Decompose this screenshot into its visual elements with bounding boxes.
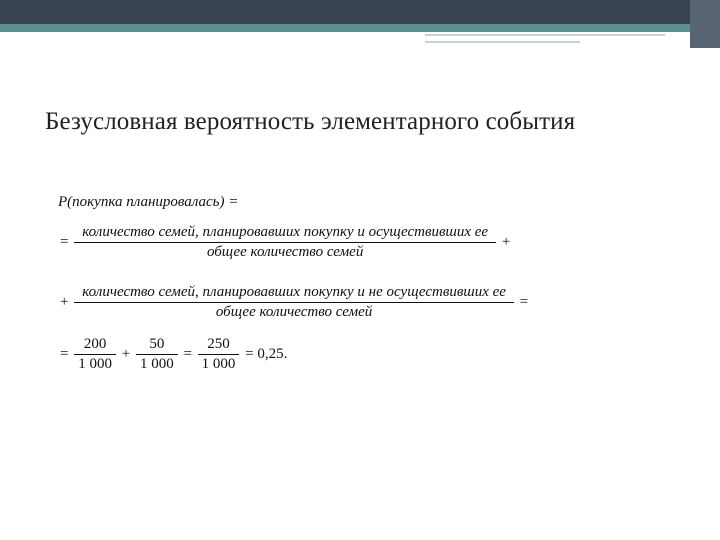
equals-sign: =: [183, 346, 192, 362]
fraction-denominator: общее количество семей: [74, 302, 514, 321]
fraction-numerator: количество семей, планировавших покупку и не осуществивших ее: [82, 284, 506, 300]
formula-line-2: [58, 224, 512, 261]
plus-sign: +: [501, 234, 511, 250]
accent-band: [0, 24, 690, 32]
fraction-denominator: общее количество семей: [74, 242, 496, 261]
formula-lhs: P(покупка планировалась) =: [58, 194, 239, 210]
fraction-numerator: 250: [207, 336, 230, 352]
equals-sign: =: [60, 234, 69, 250]
decorative-lines: [0, 32, 720, 48]
fraction-not-bought: [74, 284, 514, 321]
slide-title: Безусловная вероятность элементарного события: [45, 108, 576, 135]
formula-line-3: [58, 284, 530, 321]
fraction-50: [136, 336, 178, 373]
fraction-numerator: 50: [149, 336, 165, 352]
plus-sign: +: [121, 346, 131, 362]
fraction-numerator: 200: [83, 336, 107, 352]
fraction-bought: [74, 224, 496, 261]
fraction-numerator: количество семей, планировавших покупку и осуществивших ее: [82, 224, 489, 240]
formula-line-1: [58, 194, 238, 211]
plus-sign: +: [60, 294, 69, 310]
fraction-200: [74, 336, 116, 373]
fraction-250: [198, 336, 240, 373]
equals-sign: =: [519, 294, 529, 310]
fraction-denominator: 1 000: [74, 354, 116, 373]
result-value: = 0,25.: [245, 346, 288, 362]
formula-line-4: [58, 336, 289, 373]
decorative-line: [425, 34, 665, 36]
fraction-denominator: 1 000: [198, 354, 240, 373]
fraction-denominator: 1 000: [136, 354, 178, 373]
probability-formula: [58, 188, 678, 398]
decorative-line: [425, 41, 580, 43]
equals-sign: =: [60, 346, 69, 362]
top-bar: [0, 0, 720, 24]
